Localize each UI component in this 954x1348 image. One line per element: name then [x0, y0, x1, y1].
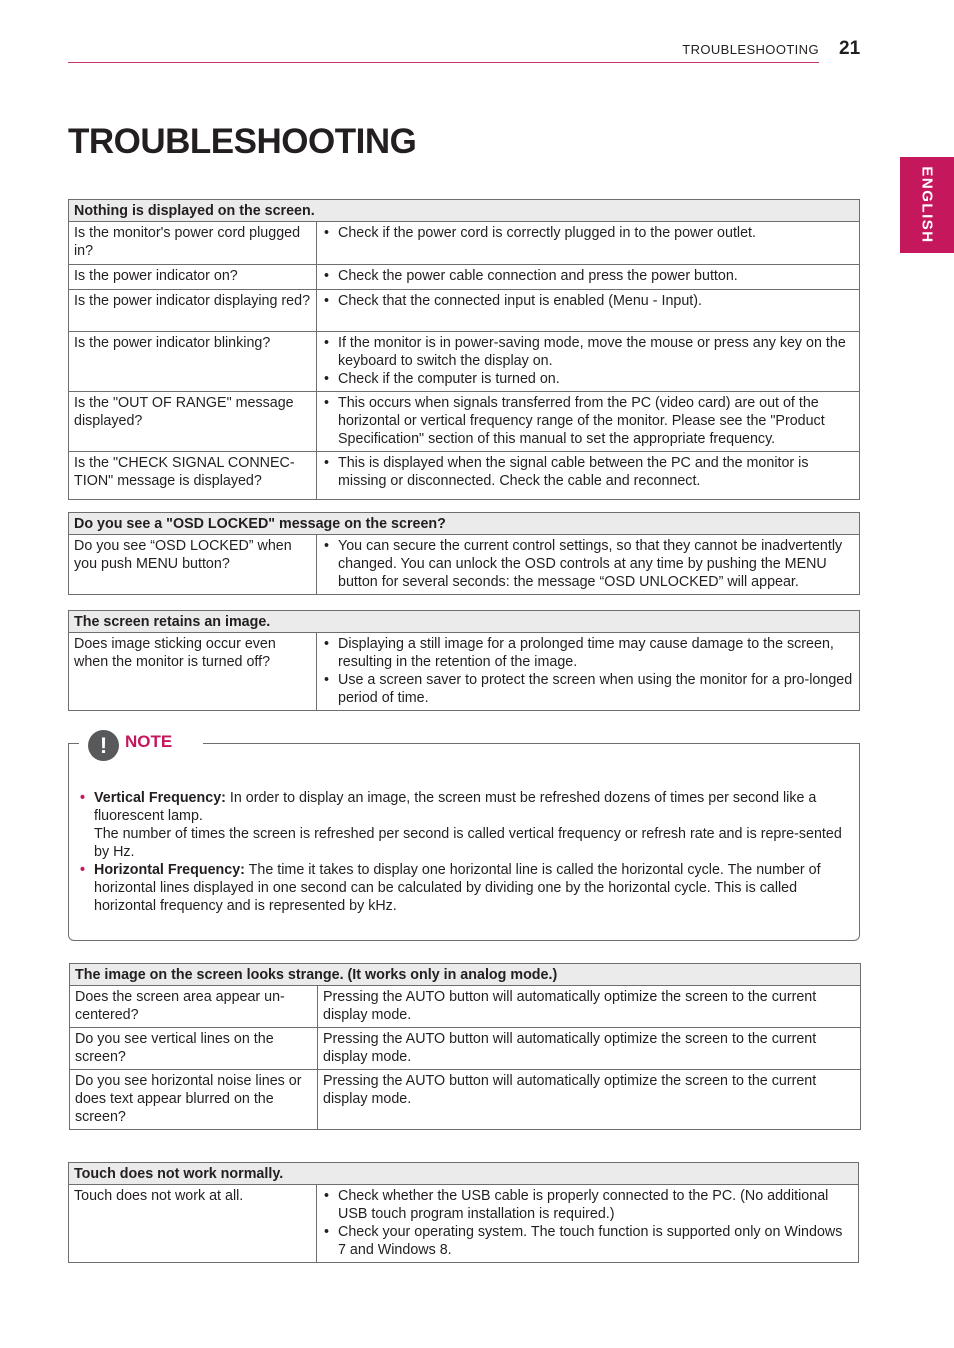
running-header-title: TROUBLESHOOTING — [682, 42, 819, 57]
list-item: • Check if the power cord is correctly plugged in to the power outlet. — [322, 224, 855, 242]
list-item: • Check whether the USB cable is properly connected to the PC. (No additional USB touch program installation is required.) — [322, 1187, 854, 1223]
note-list — [78, 789, 848, 915]
question-cell: Is the monitor's power cord plugged in? — [69, 222, 317, 265]
answer-cell: Pressing the AUTO button will automatically optimize the screen to the current display mode. — [318, 1070, 861, 1130]
list-item: • If the monitor is in power-saving mode, move the mouse or press any key on the keyboard to switch the display on. — [322, 334, 855, 370]
question-cell: Is the "CHECK SIGNAL CONNEC-TION" message is displayed? — [69, 452, 317, 500]
answer-cell — [317, 633, 860, 711]
table-heading: The screen retains an image. — [69, 611, 860, 633]
list-item: • This is displayed when the signal cable between the PC and the monitor is missing or disconnected. Check the cable and reconnect. — [322, 454, 855, 490]
table-image-retention — [68, 610, 860, 711]
table-touch — [68, 1162, 859, 1263]
list-item — [78, 789, 848, 861]
answer-cell: Pressing the AUTO button will automatically optimize the screen to the current display mode. — [318, 986, 861, 1028]
note-text: The time it takes to display one horizontal line is called the horizontal cycle. The number of horizontal lines displayed in one second can be calculated by dividing one by the horizontal cycle. This is called horizontal frequency and is represented by kHz. — [94, 862, 821, 914]
question-cell: Do you see “OSD LOCKED” when you push MENU button? — [69, 535, 317, 595]
note-term: Horizontal Frequency: — [94, 862, 245, 878]
question-cell: Does the screen area appear un-centered? — [70, 986, 318, 1028]
list-item: • This occurs when signals transferred from the PC (video card) are out of the horizontal or vertical frequency range of the monitor. Please see the "Product Specification" section of this manual to set the appropriate frequency. — [322, 394, 855, 448]
list-item: • Use a screen saver to protect the screen when using the monitor for a pro-longed period of time. — [322, 671, 855, 707]
answer-cell — [317, 332, 860, 392]
question-cell: Is the power indicator on? — [69, 265, 317, 290]
question-cell: Is the power indicator blinking? — [69, 332, 317, 392]
answer-cell — [317, 452, 860, 500]
table-osd-locked — [68, 512, 860, 595]
language-tab — [900, 157, 954, 253]
page-title: TROUBLESHOOTING — [68, 122, 417, 161]
table-nothing-displayed — [68, 199, 860, 500]
question-cell: Do you see vertical lines on the screen? — [70, 1028, 318, 1070]
question-cell: Is the "OUT OF RANGE" message displayed? — [69, 392, 317, 452]
note-text: The number of times the screen is refreshed per second is called vertical frequency or refresh rate and is repre-sented by Hz. — [94, 826, 842, 860]
answer-cell — [317, 265, 860, 290]
list-item: • Displaying a still image for a prolonged time may cause damage to the screen, resulting in the retention of the image. — [322, 635, 855, 671]
table-heading: Nothing is displayed on the screen. — [69, 200, 860, 222]
answer-cell: Pressing the AUTO button will automatically optimize the screen to the current display mode. — [318, 1028, 861, 1070]
list-item: • Check if the computer is turned on. — [322, 370, 855, 388]
running-header — [68, 38, 819, 63]
table-heading: The image on the screen looks strange. (It works only in analog mode.) — [70, 964, 861, 986]
question-cell: Is the power indicator displaying red? — [69, 290, 317, 332]
question-cell: Does image sticking occur even when the monitor is turned off? — [69, 633, 317, 711]
list-item: • Check the power cable connection and press the power button. — [322, 267, 855, 285]
list-item: • You can secure the current control settings, so that they cannot be inadvertently changed. You can unlock the OSD controls at any time by pushing the MENU button for several seconds: the message “OSD UNLOCKED” will appear. — [322, 537, 855, 591]
note-border — [69, 743, 79, 744]
note-label: NOTE — [125, 732, 173, 751]
page-number: 21 — [839, 38, 861, 59]
exclamation-icon: ! — [88, 730, 119, 761]
answer-cell — [317, 535, 860, 595]
table-image-strange — [69, 963, 861, 1130]
table-heading: Do you see a "OSD LOCKED" message on the screen? — [69, 513, 860, 535]
answer-cell — [317, 222, 860, 265]
question-cell: Do you see horizontal noise lines or does text appear blurred on the screen? — [70, 1070, 318, 1130]
note-border — [203, 743, 859, 744]
list-item: • Check your operating system. The touch function is supported only on Windows 7 and Windows 8. — [322, 1223, 854, 1259]
table-heading: Touch does not work normally. — [69, 1163, 859, 1185]
note-text: In order to display an image, the screen must be refreshed dozens of times per second like a fluorescent lamp. — [94, 790, 817, 824]
note-term: Vertical Frequency: — [94, 790, 226, 806]
language-tab-label: ENGLISH — [918, 166, 936, 244]
answer-cell — [317, 392, 860, 452]
answer-cell — [317, 1185, 859, 1263]
list-item: • Check that the connected input is enabled (Menu - Input). — [322, 292, 855, 310]
question-cell: Touch does not work at all. — [69, 1185, 317, 1263]
list-item — [78, 861, 848, 915]
answer-cell — [317, 290, 860, 332]
